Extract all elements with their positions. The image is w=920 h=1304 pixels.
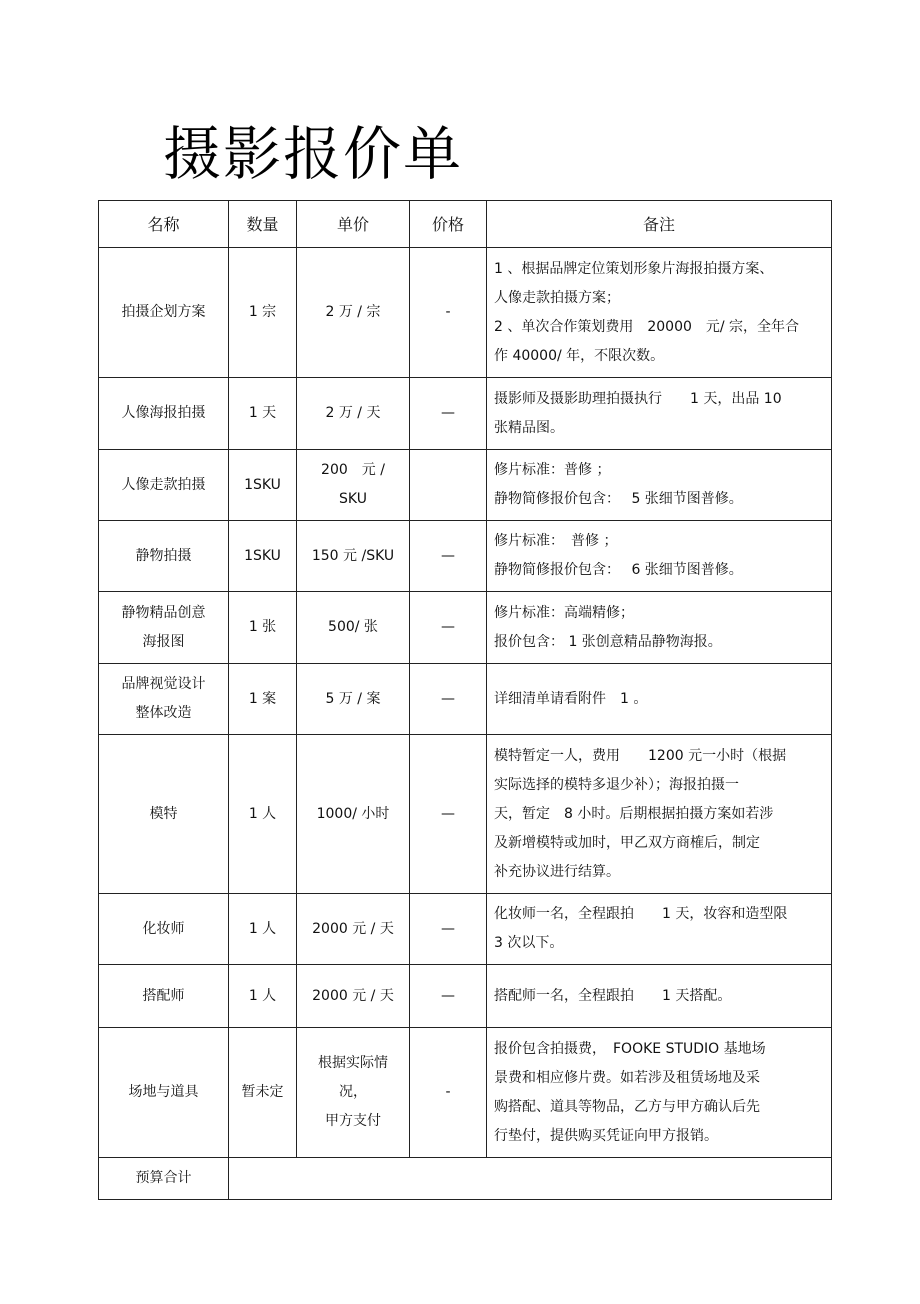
quantity-cell: 暂未定 <box>229 1028 297 1158</box>
unit-price-cell-line: 2 万 / 天 <box>325 405 381 421</box>
table-row <box>99 450 832 521</box>
header-remarks: 备注 <box>487 201 832 248</box>
unit-price-cell <box>297 248 410 378</box>
item-name-cell <box>99 248 229 378</box>
unit-price-cell <box>297 450 410 521</box>
price-cell: — <box>410 894 487 965</box>
total-row <box>99 1158 832 1200</box>
remarks-cell-line: 修片标准：普修 ； <box>494 462 611 478</box>
item-name-cell <box>99 735 229 894</box>
quantity-cell: 1 人 <box>229 894 297 965</box>
remarks-cell-line: 修片标准：高端精修； <box>494 604 634 621</box>
price-cell: — <box>410 965 487 1028</box>
remarks-cell-line: 实际选择的模特多退少补）；海报拍摄一 <box>494 776 739 793</box>
remarks-cell-line: 报价包含： 1 张创意精品静物海报。 <box>494 633 722 650</box>
price-cell: — <box>410 735 487 894</box>
item-name-cell-line: 品牌视觉设计 <box>121 676 206 692</box>
remarks-cell-line: 作 40000/ 年，不限次数。 <box>494 347 665 364</box>
item-name-cell <box>99 965 229 1028</box>
table-row <box>99 1028 832 1158</box>
price-cell <box>410 450 487 521</box>
remarks-cell-line: 摄影师及摄影助理拍摄执行 1 天，出品 10 <box>494 390 782 407</box>
item-name-cell-line: 场地与道具 <box>128 1084 199 1100</box>
header-name: 名称 <box>99 201 229 248</box>
remarks-cell-line: 报价包含拍摄费， FOOKE STUDIO 基地场 <box>494 1040 766 1057</box>
remarks-cell <box>487 378 832 450</box>
remarks-cell <box>487 965 832 1028</box>
remarks-cell-line: 化妆师一名，全程跟拍 1 天，妆容和造型限 <box>494 906 788 922</box>
remarks-cell-line: 补充协议进行结算。 <box>494 863 620 880</box>
remarks-cell-line: 搭配师一名，全程跟拍 1 天搭配。 <box>494 987 732 1004</box>
remarks-cell-line: 行垫付，提供购买凭证向甲方报销。 <box>494 1127 718 1144</box>
remarks-cell-line: 及新增模特或加时，甲乙双方商榷后，制定 <box>494 834 760 851</box>
remarks-cell <box>487 521 832 592</box>
table-row <box>99 664 832 735</box>
table-row <box>99 248 832 378</box>
price-cell: - <box>410 1028 487 1158</box>
table-row <box>99 894 832 965</box>
unit-price-cell-line: 1000/ 小时 <box>316 805 390 822</box>
item-name-cell-line: 整体改造 <box>135 705 192 721</box>
item-name-cell <box>99 450 229 521</box>
unit-price-cell-line: 200 元 / <box>321 462 385 478</box>
item-name-cell <box>99 664 229 735</box>
item-name-cell-line: 静物拍摄 <box>135 547 192 564</box>
unit-price-cell-line: 150 元 /SKU <box>311 547 395 564</box>
item-name-cell-line: 静物精品创意 <box>121 604 206 621</box>
quantity-cell: 1 人 <box>229 735 297 894</box>
table-row <box>99 965 832 1028</box>
remarks-cell-line: 模特暂定一人，费用 1200 元一小时（根据 <box>494 747 787 764</box>
price-cell: — <box>410 664 487 735</box>
table-row <box>99 592 832 664</box>
unit-price-cell-line: 况， <box>339 1084 367 1100</box>
header-price: 价格 <box>410 201 487 248</box>
remarks-cell-line: 人像走款拍摄方案； <box>494 289 620 306</box>
remarks-cell-line: 张精品图。 <box>494 419 564 436</box>
total-label: 预算合计 <box>99 1158 229 1200</box>
remarks-cell-line: 1 、根据品牌定位策划形象片海报拍摄方案、 <box>494 260 774 277</box>
remarks-cell-line: 修片标准： 普修 ； <box>494 533 618 549</box>
unit-price-cell-line: 5 万 / 案 <box>325 690 381 707</box>
remarks-cell <box>487 1028 832 1158</box>
unit-price-cell <box>297 965 410 1028</box>
unit-price-cell-line: 根据实际情 <box>318 1055 388 1071</box>
quantity-cell: 1 张 <box>229 592 297 664</box>
item-name-cell-line: 海报图 <box>142 633 185 650</box>
unit-price-cell-line: SKU <box>339 491 367 507</box>
item-name-cell-line: 拍摄企划方案 <box>121 304 206 320</box>
quantity-cell: 1SKU <box>229 450 297 521</box>
remarks-cell-line: 详细清单请看附件 1 。 <box>494 690 648 707</box>
remarks-cell <box>487 592 832 664</box>
price-cell: — <box>410 521 487 592</box>
table-row <box>99 378 832 450</box>
unit-price-cell-line: 2000 元 / 天 <box>312 920 394 937</box>
remarks-cell-line: 静物简修报价包含： 6 张细节图普修。 <box>494 562 743 578</box>
remarks-cell <box>487 735 832 894</box>
remarks-cell-line: 2 、单次合作策划费用 20000 元/ 宗，全年合 <box>494 318 800 335</box>
quantity-cell: 1 人 <box>229 965 297 1028</box>
document-title: 摄影报价单 <box>163 120 464 188</box>
unit-price-cell <box>297 735 410 894</box>
unit-price-cell <box>297 521 410 592</box>
item-name-cell <box>99 894 229 965</box>
unit-price-cell-line: 甲方支付 <box>325 1113 381 1129</box>
item-name-cell-line: 模特 <box>149 805 178 822</box>
remarks-cell <box>487 664 832 735</box>
unit-price-cell <box>297 592 410 664</box>
price-cell: - <box>410 248 487 378</box>
remarks-cell-line: 购搭配、道具等物品，乙方与甲方确认后先 <box>494 1098 760 1115</box>
header-quantity: 数量 <box>229 201 297 248</box>
quote-table <box>98 200 832 1200</box>
price-cell: — <box>410 378 487 450</box>
unit-price-cell-line: 500/ 张 <box>328 619 378 635</box>
table-row <box>99 521 832 592</box>
item-name-cell-line: 化妆师 <box>142 920 185 937</box>
remarks-cell <box>487 450 832 521</box>
header-unit-price: 单价 <box>297 201 410 248</box>
unit-price-cell-line: 2000 元 / 天 <box>312 987 394 1004</box>
remarks-cell-line: 天，暂定 8 小时。后期根据拍摄方案如若涉 <box>494 805 774 822</box>
item-name-cell-line: 搭配师 <box>142 987 185 1004</box>
unit-price-cell <box>297 894 410 965</box>
unit-price-cell <box>297 664 410 735</box>
unit-price-cell-line: 2 万 / 宗 <box>325 304 381 320</box>
price-cell: — <box>410 592 487 664</box>
unit-price-cell <box>297 378 410 450</box>
remarks-cell-line: 3 次以下。 <box>494 935 564 951</box>
quantity-cell: 1 天 <box>229 378 297 450</box>
table-row <box>99 735 832 894</box>
item-name-cell <box>99 378 229 450</box>
item-name-cell-line: 人像海报拍摄 <box>121 405 206 421</box>
item-name-cell <box>99 521 229 592</box>
remarks-cell <box>487 894 832 965</box>
total-value <box>229 1158 832 1200</box>
remarks-cell-line: 景费和相应修片费。如若涉及租赁场地及采 <box>494 1069 760 1086</box>
item-name-cell-line: 人像走款拍摄 <box>121 476 206 493</box>
quantity-cell: 1SKU <box>229 521 297 592</box>
header-row <box>99 201 832 248</box>
item-name-cell <box>99 592 229 664</box>
unit-price-cell <box>297 1028 410 1158</box>
remarks-cell <box>487 248 832 378</box>
quantity-cell: 1 宗 <box>229 248 297 378</box>
item-name-cell <box>99 1028 229 1158</box>
quantity-cell: 1 案 <box>229 664 297 735</box>
remarks-cell-line: 静物简修报价包含： 5 张细节图普修。 <box>494 491 743 507</box>
